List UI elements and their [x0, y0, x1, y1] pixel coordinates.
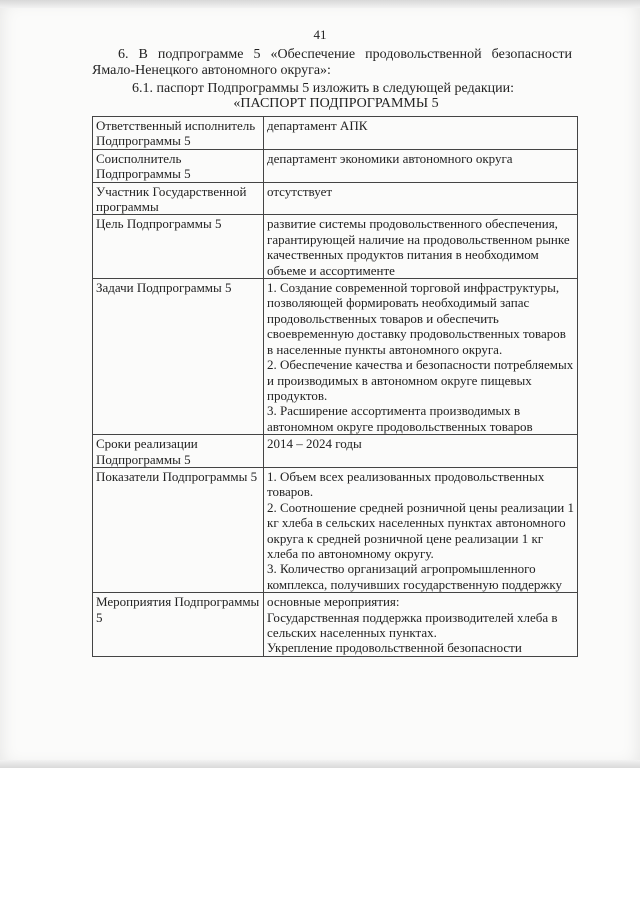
row-value — [264, 117, 578, 150]
row-label: Участник Государственной программы — [93, 182, 264, 215]
table-row — [93, 279, 578, 435]
row-value — [264, 149, 578, 182]
row-label: Цель Подпрограммы 5 — [93, 215, 264, 279]
value-line: 2014 – 2024 годы — [267, 436, 362, 452]
row-value — [264, 593, 578, 657]
value-line: 2. Соотношение средней розничной цены реализации 1 кг хлеба в сельских населенных пунктах автономного округа к средней розничной цене реализации 1 кг хлеба по автономному округу. — [267, 499, 574, 561]
row-label: Показатели Подпрограммы 5 — [93, 467, 264, 592]
row-value — [264, 435, 578, 468]
value-line: департамент АПК — [267, 118, 368, 133]
row-label: Соисполнитель Подпрограммы 5 — [93, 149, 264, 182]
row-label: Мероприятия Подпрограммы 5 — [93, 593, 264, 657]
passport-table — [92, 116, 578, 657]
value-line: Укрепление продовольственной безопасности — [267, 640, 522, 656]
value-line: отсутствует — [267, 183, 333, 199]
row-value — [264, 182, 578, 215]
row-value — [264, 279, 578, 435]
table-row — [93, 215, 578, 279]
scan-bottom-edge — [0, 760, 640, 768]
value-line: 2. Обеспечение качества и безопасности потребляемых и производимых в автономном округе пищевых продуктов. — [267, 357, 574, 403]
table-row — [93, 435, 578, 468]
passport-title: «ПАСПОРТ ПОДПРОГРАММЫ 5 — [233, 96, 439, 111]
row-label: Ответственный исполнитель Подпрограммы 5 — [93, 117, 264, 150]
value-line: 1. Создание современной торговой инфраструктуры, позволяющей формировать необходимый запас продовольственных товаров и обеспечить своевременную доставку продовольственных товаров в населенные пункты автономного округа. — [267, 280, 566, 357]
row-value — [264, 215, 578, 279]
row-value — [264, 467, 578, 592]
table-row — [93, 467, 578, 592]
value-line: 3. Расширение ассортимента производимых в автономном округе продовольственных товаров — [267, 403, 533, 434]
table-row — [93, 593, 578, 657]
page-number: 41 — [313, 27, 327, 42]
value-line: департамент экономики автономного округа — [267, 150, 513, 166]
paragraph-6: 6. В подпрограмме 5 «Обеспечение продовольственной безопасности Ямало-Ненецкого автономного округа»: — [92, 47, 572, 78]
scan-top-edge — [0, 0, 640, 8]
table-row — [93, 149, 578, 182]
paragraph-6-1: 6.1. паспорт Подпрограммы 5 изложить в следующей редакции: — [132, 81, 515, 96]
value-line: развитие системы продовольственного обеспечения, гарантирующей наличие на продовольственном рынке качественных продуктов питания в необходимом объеме и ассортименте — [267, 216, 570, 278]
row-label: Задачи Подпрограммы 5 — [93, 279, 264, 435]
value-line: основные мероприятия: — [267, 594, 400, 610]
value-line: 1. Объем всех реализованных продовольственных товаров. — [267, 468, 545, 500]
table-row — [93, 117, 578, 150]
row-label: Сроки реализации Подпрограммы 5 — [93, 435, 264, 468]
value-line: 3. Количество организаций агропромышленного комплекса, получивших государственную поддержку — [267, 561, 563, 592]
table-row — [93, 182, 578, 215]
value-line: Государственная поддержка производителей хлеба в сельских населенных пунктах. — [267, 609, 558, 640]
